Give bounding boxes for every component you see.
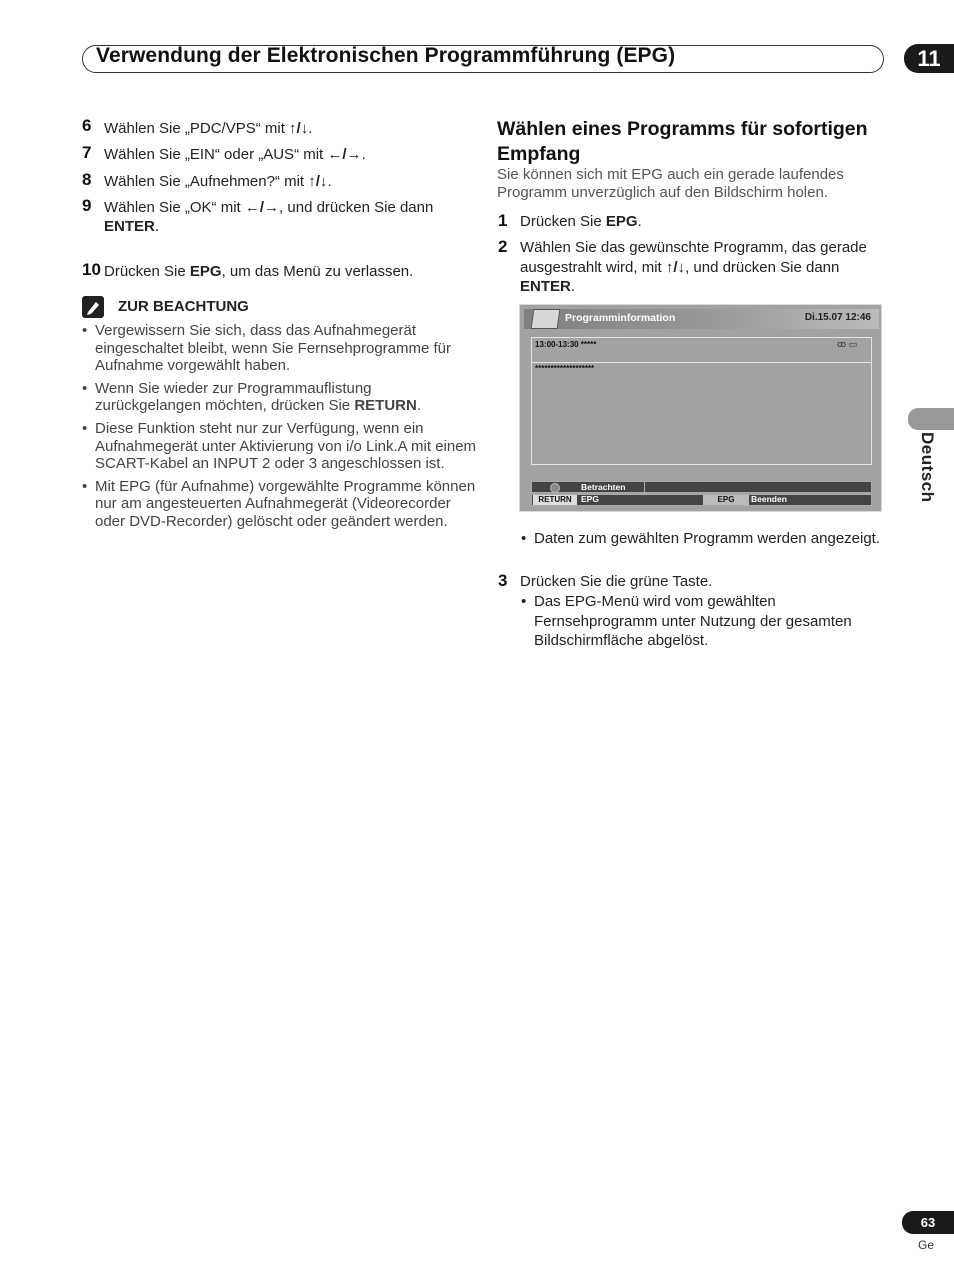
page-title: Verwendung der Elektronischen Programmführung (EPG) (96, 44, 676, 67)
list-item: • Mit EPG (für Aufnahme) vorgewählte Programme können nur am angesteuerten Aufnahmegerät (Videorecorder oder DVD-Recorder) gelöscht oder geändert werden. (82, 478, 477, 531)
list-item: • Das EPG-Menü wird vom gewählten Fernsehprogramm unter Nutzung der gesamten Bildschirmfläche abgelöst. (521, 593, 852, 649)
list-item: • Wenn Sie wieder zur Programmauflistung zurückgelangen möchten, drücken Sie RETURN. (82, 380, 477, 415)
step-number: 1 (498, 211, 508, 230)
language-code: Ge (918, 1238, 935, 1252)
programme-time: 13:00-13:30 ***** (535, 340, 597, 349)
divider (644, 481, 645, 493)
note-title: ZUR BEACHTUNG (118, 298, 249, 315)
screen-title: Programminformation (565, 312, 676, 324)
section-heading: Wählen eines Programms für sofortigen Empfang (497, 118, 868, 165)
list-item: • Vergewissern Sie sich, dass das Aufnahmegerät eingeschaltet bleibt, wenn Sie Fernsehprogramme für Aufnahme vorgewählt haben. (82, 322, 477, 375)
chapter-number: 11 (904, 44, 954, 73)
section-intro: Sie können sich mit EPG auch ein gerade laufendes Programm unverzüglich auf den Bildschirm holen. (497, 166, 844, 201)
step-number: 2 (498, 237, 508, 256)
step-number: 3 (498, 571, 508, 590)
green-button-icon (550, 483, 560, 493)
step-number: 6 (82, 116, 92, 135)
pencil-note-icon (82, 296, 104, 318)
programme-guide-icon (531, 309, 561, 329)
step-number: 8 (82, 170, 92, 189)
programme-info-box (531, 337, 872, 465)
up-down-arrow-icon: ↑/↓ (308, 173, 328, 190)
page-number: 63 (902, 1211, 954, 1234)
step-number: 9 (82, 196, 92, 215)
step-number: 7 (82, 143, 92, 162)
screen-date: Di.15.07 12:46 (804, 312, 871, 323)
return-key: RETURN (533, 495, 577, 505)
step-text: Wählen Sie „EIN“ oder „AUS“ mit ←/→. (104, 146, 366, 163)
list-item: • Daten zum gewählten Programm werden angezeigt. (521, 530, 881, 547)
exit-label: Beenden (751, 494, 787, 504)
up-down-arrow-icon: ↑/↓ (665, 258, 686, 276)
list-item: • Diese Funktion steht nur zur Verfügung, wenn ein Aufnahmegerät unter Aktivierung von i/o Link.A mit einem SCART-Kabel an INPUT 2 oder 3 angeschlossen ist. (82, 420, 477, 473)
step-text: Wählen Sie „OK“ mit ←/→, und drücken Sie dann ENTER. (104, 199, 434, 235)
step-number: 10 (82, 260, 101, 279)
note-list (82, 322, 477, 536)
step-text: Drücken Sie EPG, um das Menü zu verlassen. (104, 263, 414, 280)
left-right-arrow-icon: ←/→ (327, 146, 362, 163)
step-text: Drücken Sie EPG. (520, 213, 642, 230)
language-tab: Deutsch (918, 432, 937, 503)
view-label: Betrachten (581, 482, 626, 492)
step-text: Wählen Sie „Aufnehmen?“ mit ↑/↓. (104, 173, 332, 190)
step-text: Wählen Sie „PDC/VPS“ mit ↑/↓. (104, 120, 313, 137)
record-icon: ꝏ ▭ (837, 339, 858, 349)
return-label: EPG (581, 494, 599, 504)
epg-key: EPG (703, 495, 749, 505)
left-right-arrow-icon: ←/→ (244, 199, 280, 216)
programme-title: ******************* (535, 364, 595, 373)
step-text: Drücken Sie die grüne Taste. (520, 573, 713, 590)
up-down-arrow-icon: ↑/↓ (289, 120, 309, 137)
epg-screen-illustration (519, 304, 882, 512)
divider (532, 362, 871, 363)
step-text: Wählen Sie das gewünschte Programm, das gerade ausgestrahlt wird, mit ↑/↓, und drücken Sie dann ENTER. (520, 239, 867, 295)
language-tab-marker (908, 408, 954, 430)
